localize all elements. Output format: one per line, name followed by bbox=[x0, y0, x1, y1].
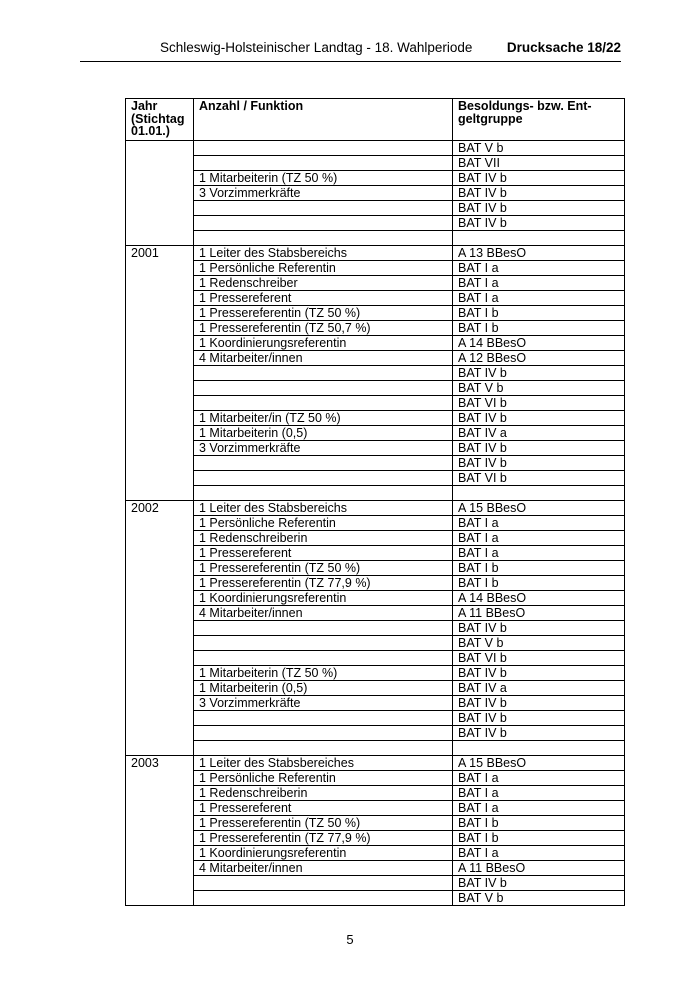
table-row bbox=[126, 606, 625, 621]
function-cell bbox=[194, 876, 453, 891]
year-cell bbox=[126, 306, 194, 321]
function-cell bbox=[194, 156, 453, 171]
function-cell bbox=[194, 891, 453, 906]
year-cell: 2002 bbox=[126, 501, 194, 516]
pay-grade-cell: BAT I a bbox=[453, 276, 625, 291]
pay-grade-cell: A 13 BBesO bbox=[453, 246, 625, 261]
year-cell bbox=[126, 201, 194, 216]
pay-grade-cell: BAT IV b bbox=[453, 666, 625, 681]
pay-grade-cell: BAT IV b bbox=[453, 216, 625, 231]
year-cell bbox=[126, 666, 194, 681]
table-row bbox=[126, 891, 625, 906]
year-cell bbox=[126, 396, 194, 411]
page-header bbox=[80, 37, 621, 62]
year-cell bbox=[126, 171, 194, 186]
table-row bbox=[126, 516, 625, 531]
function-cell: 1 Pressereferentin (TZ 50 %) bbox=[194, 306, 453, 321]
year-cell bbox=[126, 621, 194, 636]
table-row bbox=[126, 231, 625, 246]
pay-grade-cell: BAT I b bbox=[453, 831, 625, 846]
year-cell bbox=[126, 636, 194, 651]
pay-grade-cell: BAT I a bbox=[453, 516, 625, 531]
pay-grade-cell: BAT I a bbox=[453, 546, 625, 561]
pay-grade-cell bbox=[453, 741, 625, 756]
function-cell bbox=[194, 141, 453, 156]
document-title: Schleswig-Holsteinischer Landtag - 18. Wahlperiode bbox=[160, 40, 473, 55]
function-cell: 1 Koordinierungsreferentin bbox=[194, 591, 453, 606]
table-row bbox=[126, 636, 625, 651]
function-cell bbox=[194, 741, 453, 756]
table-row bbox=[126, 756, 625, 771]
pay-grade-cell: BAT IV b bbox=[453, 186, 625, 201]
year-cell bbox=[126, 771, 194, 786]
year-cell bbox=[126, 591, 194, 606]
function-cell: 1 Persönliche Referentin bbox=[194, 261, 453, 276]
year-cell bbox=[126, 531, 194, 546]
table-row bbox=[126, 336, 625, 351]
pay-grade-cell: BAT IV b bbox=[453, 696, 625, 711]
year-cell bbox=[126, 891, 194, 906]
function-cell bbox=[194, 636, 453, 651]
pay-grade-cell: BAT I a bbox=[453, 786, 625, 801]
function-cell bbox=[194, 456, 453, 471]
year-cell bbox=[126, 876, 194, 891]
function-cell: 1 Pressereferentin (TZ 50 %) bbox=[194, 561, 453, 576]
function-cell: 1 Pressereferentin (TZ 77,9 %) bbox=[194, 576, 453, 591]
pay-grade-cell: BAT I b bbox=[453, 816, 625, 831]
function-cell: 1 Persönliche Referentin bbox=[194, 516, 453, 531]
pay-grade-cell: A 15 BBesO bbox=[453, 501, 625, 516]
table-row bbox=[126, 276, 625, 291]
function-cell: 1 Mitarbeiter/in (TZ 50 %) bbox=[194, 411, 453, 426]
function-cell: 1 Mitarbeiterin (TZ 50 %) bbox=[194, 171, 453, 186]
year-cell bbox=[126, 516, 194, 531]
pay-grade-cell bbox=[453, 231, 625, 246]
year-cell bbox=[126, 216, 194, 231]
table-row bbox=[126, 831, 625, 846]
table-row bbox=[126, 411, 625, 426]
year-cell bbox=[126, 381, 194, 396]
table-row bbox=[126, 771, 625, 786]
function-cell bbox=[194, 486, 453, 501]
function-cell: 1 Pressereferentin (TZ 50 %) bbox=[194, 816, 453, 831]
table-row bbox=[126, 576, 625, 591]
function-cell: 3 Vorzimmerkräfte bbox=[194, 696, 453, 711]
table-row bbox=[126, 861, 625, 876]
table-row bbox=[126, 426, 625, 441]
column-header-pay-grade: Besoldungs- bzw. Ent-geltgruppe bbox=[453, 99, 625, 141]
pay-grade-cell: A 14 BBesO bbox=[453, 591, 625, 606]
column-header-year: Jahr (Stichtag 01.01.) bbox=[126, 99, 194, 141]
year-cell bbox=[126, 561, 194, 576]
table-row bbox=[126, 501, 625, 516]
function-cell: 4 Mitarbeiter/innen bbox=[194, 861, 453, 876]
year-cell bbox=[126, 681, 194, 696]
table-row bbox=[126, 456, 625, 471]
year-cell bbox=[126, 456, 194, 471]
table-row bbox=[126, 486, 625, 501]
year-cell bbox=[126, 651, 194, 666]
table-row bbox=[126, 441, 625, 456]
table-row bbox=[126, 711, 625, 726]
table-row bbox=[126, 741, 625, 756]
table-row bbox=[126, 546, 625, 561]
table-row bbox=[126, 381, 625, 396]
pay-grade-cell: BAT V b bbox=[453, 636, 625, 651]
function-cell: 1 Mitarbeiterin (0,5) bbox=[194, 426, 453, 441]
year-cell: 2001 bbox=[126, 246, 194, 261]
function-cell bbox=[194, 471, 453, 486]
function-cell bbox=[194, 381, 453, 396]
pay-grade-cell: BAT I a bbox=[453, 261, 625, 276]
year-cell bbox=[126, 426, 194, 441]
pay-grade-cell: BAT VI b bbox=[453, 651, 625, 666]
function-cell: 1 Pressereferentin (TZ 77,9 %) bbox=[194, 831, 453, 846]
pay-grade-cell: BAT IV b bbox=[453, 441, 625, 456]
pay-grade-cell: BAT IV b bbox=[453, 456, 625, 471]
function-cell bbox=[194, 711, 453, 726]
table-row bbox=[126, 216, 625, 231]
table-row bbox=[126, 846, 625, 861]
function-cell: 1 Leiter des Stabsbereichs bbox=[194, 501, 453, 516]
year-cell bbox=[126, 186, 194, 201]
pay-grade-cell: BAT IV b bbox=[453, 366, 625, 381]
table-row bbox=[126, 681, 625, 696]
year-cell bbox=[126, 846, 194, 861]
pay-grade-cell: BAT IV a bbox=[453, 681, 625, 696]
table-row bbox=[126, 696, 625, 711]
pay-grade-cell: BAT I b bbox=[453, 306, 625, 321]
year-cell bbox=[126, 351, 194, 366]
function-cell: 3 Vorzimmerkräfte bbox=[194, 186, 453, 201]
table-row bbox=[126, 471, 625, 486]
table-row bbox=[126, 651, 625, 666]
pay-grade-cell: A 11 BBesO bbox=[453, 861, 625, 876]
function-cell: 1 Persönliche Referentin bbox=[194, 771, 453, 786]
function-cell: 1 Redenschreiberin bbox=[194, 531, 453, 546]
pay-grade-cell: A 15 BBesO bbox=[453, 756, 625, 771]
table-row bbox=[126, 621, 625, 636]
year-cell bbox=[126, 276, 194, 291]
function-cell bbox=[194, 231, 453, 246]
year-cell bbox=[126, 816, 194, 831]
year-cell bbox=[126, 441, 194, 456]
pay-grade-cell: BAT IV b bbox=[453, 201, 625, 216]
table-row bbox=[126, 321, 625, 336]
table-row bbox=[126, 246, 625, 261]
year-cell bbox=[126, 711, 194, 726]
year-cell bbox=[126, 366, 194, 381]
pay-grade-cell: BAT IV b bbox=[453, 621, 625, 636]
pay-grade-cell bbox=[453, 486, 625, 501]
year-cell bbox=[126, 336, 194, 351]
table-row bbox=[126, 816, 625, 831]
table-body bbox=[126, 141, 625, 906]
staff-table bbox=[125, 98, 625, 906]
function-cell bbox=[194, 396, 453, 411]
year-cell bbox=[126, 411, 194, 426]
pay-grade-cell: BAT VI b bbox=[453, 471, 625, 486]
function-cell: 1 Leiter des Stabsbereichs bbox=[194, 246, 453, 261]
table-row bbox=[126, 801, 625, 816]
table-row bbox=[126, 156, 625, 171]
function-cell: 3 Vorzimmerkräfte bbox=[194, 441, 453, 456]
year-cell bbox=[126, 606, 194, 621]
year-cell bbox=[126, 156, 194, 171]
table-row bbox=[126, 171, 625, 186]
table-row bbox=[126, 186, 625, 201]
pay-grade-cell: BAT IV a bbox=[453, 426, 625, 441]
function-cell: 1 Pressereferentin (TZ 50,7 %) bbox=[194, 321, 453, 336]
year-cell bbox=[126, 261, 194, 276]
function-cell: 1 Koordinierungsreferentin bbox=[194, 846, 453, 861]
year-cell bbox=[126, 291, 194, 306]
function-cell: 1 Mitarbeiterin (TZ 50 %) bbox=[194, 666, 453, 681]
table-header-row bbox=[126, 99, 625, 141]
function-cell: 1 Pressereferent bbox=[194, 801, 453, 816]
pay-grade-cell: BAT I b bbox=[453, 576, 625, 591]
table-row bbox=[126, 351, 625, 366]
function-cell bbox=[194, 621, 453, 636]
pay-grade-cell: BAT IV b bbox=[453, 171, 625, 186]
table-row bbox=[126, 396, 625, 411]
table-row bbox=[126, 786, 625, 801]
year-cell bbox=[126, 321, 194, 336]
function-cell: 1 Mitarbeiterin (0,5) bbox=[194, 681, 453, 696]
function-cell bbox=[194, 216, 453, 231]
year-cell bbox=[126, 471, 194, 486]
pay-grade-cell: BAT VI b bbox=[453, 396, 625, 411]
table-row bbox=[126, 306, 625, 321]
function-cell: 1 Redenschreiberin bbox=[194, 786, 453, 801]
column-header-function: Anzahl / Funktion bbox=[194, 99, 453, 141]
year-cell bbox=[126, 486, 194, 501]
pay-grade-cell: BAT V b bbox=[453, 141, 625, 156]
table-row bbox=[126, 201, 625, 216]
pay-grade-cell: A 12 BBesO bbox=[453, 351, 625, 366]
pay-grade-cell: BAT V b bbox=[453, 381, 625, 396]
pay-grade-cell: BAT VII bbox=[453, 156, 625, 171]
pay-grade-cell: BAT I a bbox=[453, 801, 625, 816]
year-cell bbox=[126, 801, 194, 816]
function-cell bbox=[194, 726, 453, 741]
year-cell bbox=[126, 831, 194, 846]
pay-grade-cell: BAT IV b bbox=[453, 726, 625, 741]
function-cell: 1 Koordinierungsreferentin bbox=[194, 336, 453, 351]
pay-grade-cell: A 14 BBesO bbox=[453, 336, 625, 351]
year-cell bbox=[126, 576, 194, 591]
table-row bbox=[126, 141, 625, 156]
table-row bbox=[126, 561, 625, 576]
function-cell: 1 Redenschreiber bbox=[194, 276, 453, 291]
pay-grade-cell: BAT I b bbox=[453, 561, 625, 576]
table-row bbox=[126, 591, 625, 606]
year-cell bbox=[126, 726, 194, 741]
pay-grade-cell: BAT I a bbox=[453, 531, 625, 546]
year-cell bbox=[126, 696, 194, 711]
year-cell bbox=[126, 861, 194, 876]
year-cell bbox=[126, 546, 194, 561]
table-row bbox=[126, 261, 625, 276]
document-number: Drucksache 18/22 bbox=[506, 40, 621, 55]
function-cell bbox=[194, 201, 453, 216]
year-cell bbox=[126, 141, 194, 156]
pay-grade-cell: BAT I b bbox=[453, 321, 625, 336]
function-cell: 1 Pressereferent bbox=[194, 291, 453, 306]
table-row bbox=[126, 531, 625, 546]
table-row bbox=[126, 666, 625, 681]
year-cell bbox=[126, 231, 194, 246]
page-number: 5 bbox=[346, 932, 354, 947]
function-cell: 1 Pressereferent bbox=[194, 546, 453, 561]
year-cell bbox=[126, 741, 194, 756]
pay-grade-cell: BAT I a bbox=[453, 771, 625, 786]
function-cell: 4 Mitarbeiter/innen bbox=[194, 351, 453, 366]
pay-grade-cell: BAT IV b bbox=[453, 411, 625, 426]
table-row bbox=[126, 366, 625, 381]
table-row bbox=[126, 291, 625, 306]
table-row bbox=[126, 726, 625, 741]
pay-grade-cell: BAT IV b bbox=[453, 876, 625, 891]
pay-grade-cell: BAT I a bbox=[453, 846, 625, 861]
table-row bbox=[126, 876, 625, 891]
year-cell: 2003 bbox=[126, 756, 194, 771]
pay-grade-cell: BAT V b bbox=[453, 891, 625, 906]
pay-grade-cell: BAT I a bbox=[453, 291, 625, 306]
year-cell bbox=[126, 786, 194, 801]
pay-grade-cell: A 11 BBesO bbox=[453, 606, 625, 621]
function-cell bbox=[194, 366, 453, 381]
pay-grade-cell: BAT IV b bbox=[453, 711, 625, 726]
function-cell: 1 Leiter des Stabsbereiches bbox=[194, 756, 453, 771]
function-cell: 4 Mitarbeiter/innen bbox=[194, 606, 453, 621]
function-cell bbox=[194, 651, 453, 666]
